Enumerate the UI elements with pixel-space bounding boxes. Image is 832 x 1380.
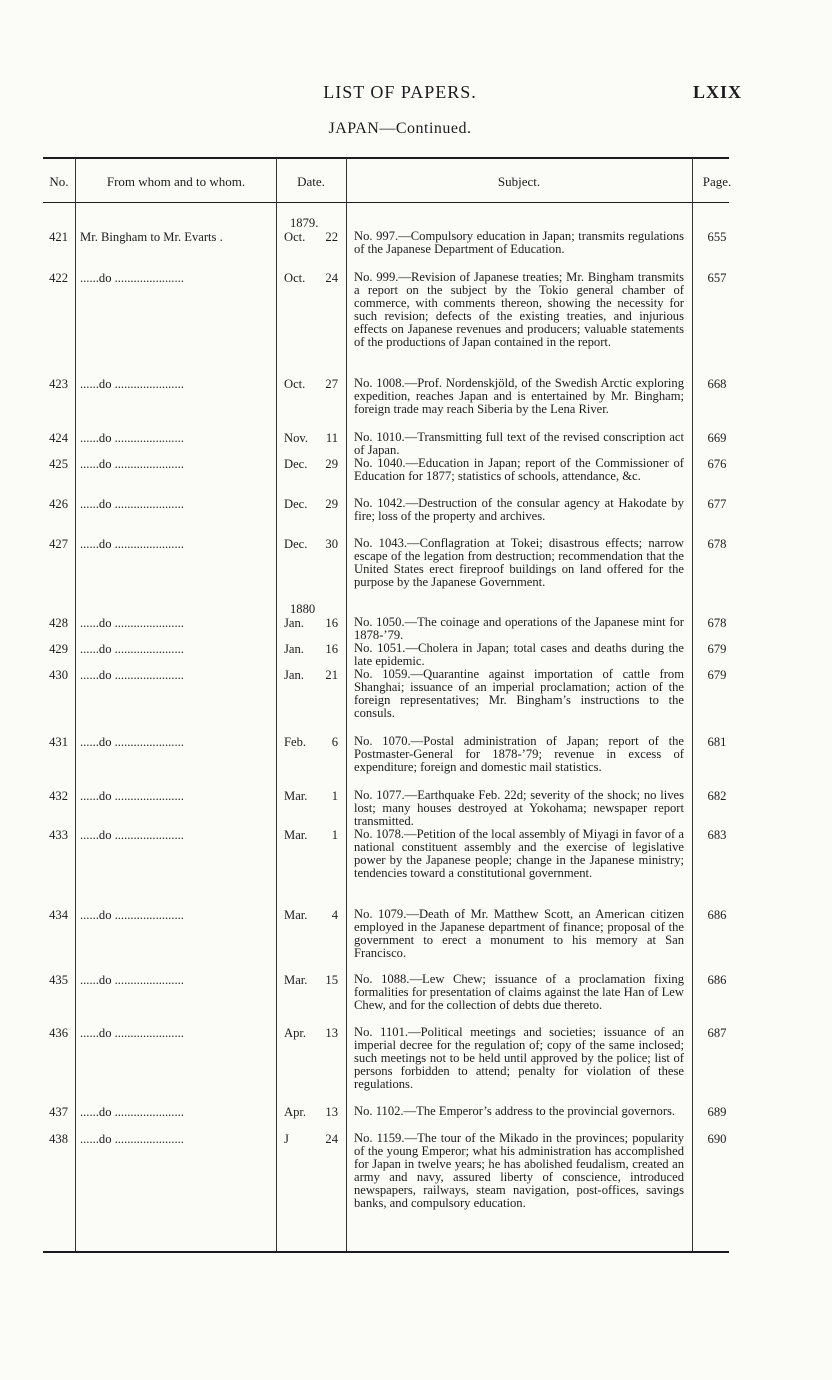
page-ref: 681 <box>707 735 727 749</box>
running-head <box>0 82 832 106</box>
subject-text: No. 1079.—Death of Mr. Matthew Scott, an American citizen employed in the Japanese department of finance; proposal of the government to erect a monument to his memory at San Francisco. <box>354 907 684 960</box>
subject-text: No. 997.—Compulsory education in Japan; transmits regulations of the Japanese Department of Education. <box>354 229 684 256</box>
date-cell <box>284 457 340 472</box>
subject-text: No. 1070.—Postal administration of Japan; report of the Postmaster-General for 1878-’79; revenue in excess of expenditure; foreign and domestic mail statistics. <box>354 734 684 774</box>
date-month: Mar. <box>284 908 308 922</box>
date-month: Oct. <box>284 230 306 244</box>
date-day: 29 <box>325 497 338 511</box>
subject-text: No. 1051.—Cholera in Japan; total cases and deaths during the late epidemic. <box>354 641 684 668</box>
date-cell <box>284 1132 340 1147</box>
paper-number: 437 <box>49 1105 68 1119</box>
table-top-rule <box>43 157 729 159</box>
subject-text: No. 1008.—Prof. Nordenskjöld, of the Swedish Arctic exploring expedition, reaches Japan and is entertained by Mr. Bingham; foreign trade may reach Siberia by the Lena River. <box>354 376 684 416</box>
section-subtitle: JAPAN—Continued. <box>328 120 472 137</box>
subject-text: No. 1159.—The tour of the Mikado in the provinces; popularity of the young Emperor; what his administration has accomplished for Japan in twelve years; he has abolished feudalism, created an army and navy, assured liberty of conscience, introduced newspapers, railways, steam navigation, post-offices, savings banks, and compulsory education. <box>354 1131 684 1210</box>
page-ref: 686 <box>707 973 727 987</box>
date-month: Apr. <box>284 1026 307 1040</box>
from-to: ......do ...................... <box>80 1105 184 1119</box>
paper-number: 421 <box>49 230 68 244</box>
from-to: ......do ...................... <box>80 457 184 471</box>
date-month: Dec. <box>284 497 308 511</box>
paper-number: 426 <box>49 497 68 511</box>
date-month: Dec. <box>284 537 308 551</box>
date-day: 4 <box>331 908 338 922</box>
from-to: ......do ...................... <box>80 1026 184 1040</box>
subject-text: No. 1010.—Transmitting full text of the revised conscription act of Japan. <box>354 430 684 457</box>
col-header-from: From whom and to whom. <box>106 174 246 189</box>
subject-text: No. 1101.—Political meetings and societies; issuance of an imperial decree for the regulation of; copy of the same inclosed; such meetings not to be held until approved by the police; list of persons forbidden to attend; penalty for violation of these regulations. <box>354 1025 684 1091</box>
date-day: 27 <box>325 377 338 391</box>
date-cell <box>284 668 340 683</box>
date-cell <box>284 497 340 512</box>
from-to: ......do ...................... <box>80 497 184 511</box>
page-ref: 682 <box>707 789 727 803</box>
date-month: Jan. <box>284 668 304 682</box>
col-header-page: Page. <box>702 174 732 189</box>
page-ref: 677 <box>707 497 727 511</box>
page-ref: 678 <box>707 537 727 551</box>
col-header-subject: Subject. <box>497 174 541 189</box>
page-ref: 689 <box>707 1105 727 1119</box>
column-divider <box>692 158 693 1251</box>
paper-number: 422 <box>49 271 68 285</box>
subject-text: No. 1102.—The Emperor’s address to the provincial governors. <box>354 1104 676 1118</box>
date-day: 13 <box>325 1026 338 1040</box>
page-ref: 678 <box>707 616 727 630</box>
date-month: Oct. <box>284 377 306 391</box>
paper-number: 431 <box>49 735 68 749</box>
date-month: Oct. <box>284 271 306 285</box>
date-day: 16 <box>325 616 338 630</box>
column-divider <box>346 158 347 1251</box>
paper-number: 435 <box>49 973 68 987</box>
paper-number: 436 <box>49 1026 68 1040</box>
date-month: Jan. <box>284 616 304 630</box>
paper-number: 432 <box>49 789 68 803</box>
date-cell <box>284 431 340 446</box>
date-month: Dec. <box>284 457 308 471</box>
col-header-no: No. <box>49 174 69 189</box>
date-month: Feb. <box>284 735 307 749</box>
date-day: 1 <box>331 828 338 842</box>
subject-text: No. 1077.—Earthquake Feb. 22d; severity of the shock; no lives lost; many houses destroyed at Yokohama; newspaper report transmitted. <box>354 788 684 828</box>
from-to: ......do ...................... <box>80 431 184 445</box>
date-day: 6 <box>331 735 338 749</box>
date-month: Mar. <box>284 828 308 842</box>
date-cell <box>284 616 340 631</box>
subject-text: No. 1059.—Quarantine against importation of cattle from Shanghai; issuance of an imperial proclamation; action of the foreign representatives; Mr. Bingham’s instructions to the consuls. <box>354 667 684 720</box>
date-day: 16 <box>325 642 338 656</box>
from-to: ......do ...................... <box>80 668 184 682</box>
subject-text: No. 1043.—Conflagration at Tokei; disastrous effects; narrow escape of the legation from destruction; recommendation that the United States erect fireproof buildings on land offered for the purpose by the Japanese Government. <box>354 536 684 589</box>
date-day: 21 <box>325 668 338 682</box>
page-ref: 679 <box>707 668 727 682</box>
date-day: 15 <box>325 973 338 987</box>
date-cell <box>284 230 340 245</box>
column-divider <box>75 158 76 1251</box>
paper-number: 427 <box>49 537 68 551</box>
subject-text: No. 1050.—The coinage and operations of the Japanese mint for 1878-’79. <box>354 615 684 642</box>
subject-text: No. 1042.—Destruction of the consular agency at Hakodate by fire; loss of the property and archives. <box>354 496 684 523</box>
from-to: ......do ...................... <box>80 789 184 803</box>
date-day: 30 <box>325 537 338 551</box>
year-label: 1880 <box>290 602 316 616</box>
page-ref: 655 <box>707 230 727 244</box>
date-month: J <box>284 1132 289 1146</box>
subject-text: No. 1078.—Petition of the local assembly of Miyagi in favor of a national constituent assembly and the exercise of legislative power by the Japanese people; change in the Japanese ministry; tendencies toward a constitutional government. <box>354 827 684 880</box>
date-day: 29 <box>325 457 338 471</box>
from-to: ......do ...................... <box>80 828 184 842</box>
date-day: 24 <box>325 271 338 285</box>
date-cell <box>284 271 340 286</box>
subject-text: No. 999.—Revision of Japanese treaties; Mr. Bingham transmits a report on the subject by the Tokio general chamber of commerce, with comments thereon, showing the necessity for such revision; defects of the existing treaties, and injurious effects on Japanese revenues and producers; valuable statements of the productions of Japan contained in the report. <box>354 270 684 349</box>
paper-number: 434 <box>49 908 68 922</box>
date-day: 22 <box>325 230 338 244</box>
paper-number: 430 <box>49 668 68 682</box>
date-month: Apr. <box>284 1105 307 1119</box>
date-month: Jan. <box>284 642 304 656</box>
from-to: ......do ...................... <box>80 973 184 987</box>
date-cell <box>284 735 340 750</box>
page-ref: 657 <box>707 271 727 285</box>
date-day: 24 <box>325 1132 338 1146</box>
paper-number: 424 <box>49 431 68 445</box>
page-ref: 683 <box>707 828 727 842</box>
subject-text: No. 1088.—Lew Chew; issuance of a proclamation fixing formalities for presentation of claims against the late Han of Lew Chew, and for the collection of debts due thereto. <box>354 972 684 1012</box>
page-ref: 676 <box>707 457 727 471</box>
from-to: ......do ...................... <box>80 271 184 285</box>
date-cell <box>284 828 340 843</box>
paper-number: 428 <box>49 616 68 630</box>
page-ref: 679 <box>707 642 727 656</box>
date-day: 11 <box>325 431 338 445</box>
from-to: ......do ...................... <box>80 908 184 922</box>
from-to: ......do ...................... <box>80 537 184 551</box>
date-cell <box>284 908 340 923</box>
date-day: 13 <box>325 1105 338 1119</box>
from-to: ......do ...................... <box>80 1132 184 1146</box>
from-to: ......do ...................... <box>80 616 184 630</box>
page-ref: 687 <box>707 1026 727 1040</box>
paper-number: 438 <box>49 1132 68 1146</box>
date-cell <box>284 642 340 657</box>
date-month: Mar. <box>284 789 308 803</box>
date-day: 1 <box>331 789 338 803</box>
from-to: Mr. Bingham to Mr. Evarts . <box>80 230 223 244</box>
page-ref: 686 <box>707 908 727 922</box>
col-header-date: Date. <box>297 174 325 189</box>
page-ref: 669 <box>707 431 727 445</box>
date-cell <box>284 789 340 804</box>
table-bottom-rule <box>43 1251 729 1253</box>
paper-number: 429 <box>49 642 68 656</box>
page-title: LIST OF PAPERS. <box>323 82 477 102</box>
date-cell <box>284 1026 340 1041</box>
date-cell <box>284 973 340 988</box>
column-divider <box>276 158 277 1251</box>
paper-number: 425 <box>49 457 68 471</box>
date-month: Nov. <box>284 431 309 445</box>
from-to: ......do ...................... <box>80 735 184 749</box>
year-label: 1879. <box>290 216 319 230</box>
from-to: ......do ...................... <box>80 642 184 656</box>
page-ref: 690 <box>707 1132 727 1146</box>
date-month: Mar. <box>284 973 308 987</box>
from-to: ......do ...................... <box>80 377 184 391</box>
paper-number: 433 <box>49 828 68 842</box>
date-cell <box>284 377 340 392</box>
subject-text: No. 1040.—Education in Japan; report of the Commissioner of Education for 1877; statistics of schools, attendance, &c. <box>354 456 684 483</box>
page-ref: 668 <box>707 377 727 391</box>
paper-number: 423 <box>49 377 68 391</box>
date-cell <box>284 537 340 552</box>
header-rule <box>43 202 729 203</box>
date-cell <box>284 1105 340 1120</box>
page-number: LXIX <box>692 82 742 102</box>
